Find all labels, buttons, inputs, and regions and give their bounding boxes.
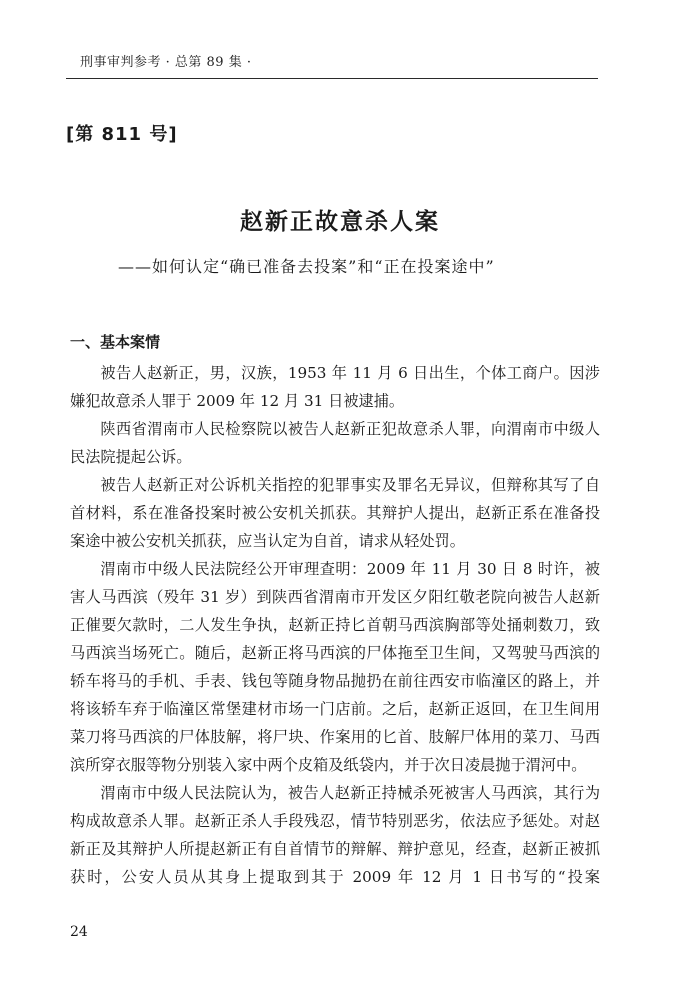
header-divider: [66, 78, 598, 79]
page-number: 24: [70, 924, 88, 940]
section-heading: 一、基本案情: [70, 333, 161, 351]
paragraph-defense: 被告人赵新正对公诉机关指控的犯罪事实及罪名无异议，但辩称其写了自首材料，系在准备投案时被公安机关抓获。其辩护人提出，赵新正系在准备投案途中被公安机关抓获，应当认定为自首，请求从轻处罚。: [70, 476, 600, 550]
case-number: [第 811 号]: [66, 124, 178, 145]
case-subtitle: ——如何认定“确已准备去投案”和“正在投案途中”: [118, 257, 495, 276]
paragraph-facts: 渭南市中级人民法院经公开审理查明：2009 年 11 月 30 日 8 时许，被害人马西滨（殁年 31 岁）到陕西省渭南市开发区夕阳红敬老院向被告人赵新正催要欠款时，二人发生争执，赵新正持匕首朝马西滨胸部等处捅刺数刀，致马西滨当场死亡。随后，赵新正将马西滨的尸体拖至卫生间，又驾驶马西滨的轿车将马的手机、手表、钱包等随身物品抛扔在前往西安市临潼区的路上，并将该轿车弃于临潼区常堡建材市场一门店前。之后，赵新正返回，在卫生间用菜刀将马西滨的尸体肢解，将尸块、作案用的匕首、肢解尸体用的菜刀、马西滨所穿衣服等物分别装入家中两个皮箱及纸袋内，并于次日凌晨抛于渭河中。: [70, 560, 600, 774]
body-text: [70, 359, 600, 891]
paragraph-defendant-info: 被告人赵新正，男，汉族，1953 年 11 月 6 日出生，个体工商户。因涉嫌犯故意杀人罪于 2009 年 12 月 31 日被逮捕。: [70, 364, 600, 410]
running-header: 刑事审判参考 · 总第 89 集 ·: [80, 55, 252, 70]
paragraph-prosecution: 陕西省渭南市人民检察院以被告人赵新正犯故意杀人罪，向渭南市中级人民法院提起公诉。: [70, 420, 600, 466]
paragraph-court-opinion: 渭南市中级人民法院认为，被告人赵新正持械杀死被害人马西滨，其行为构成故意杀人罪。赵新正杀人手段残忍，情节特别恶劣，依法应予惩处。对赵新正及其辩护人所提赵新正有自首情节的辩解、辩护意见，经查，赵新正被抓获时，公安人员从其身上提取到其于 2009 年 12 月 1 日书写的“投案: [70, 784, 600, 886]
case-title: 赵新正故意杀人案: [240, 208, 440, 235]
